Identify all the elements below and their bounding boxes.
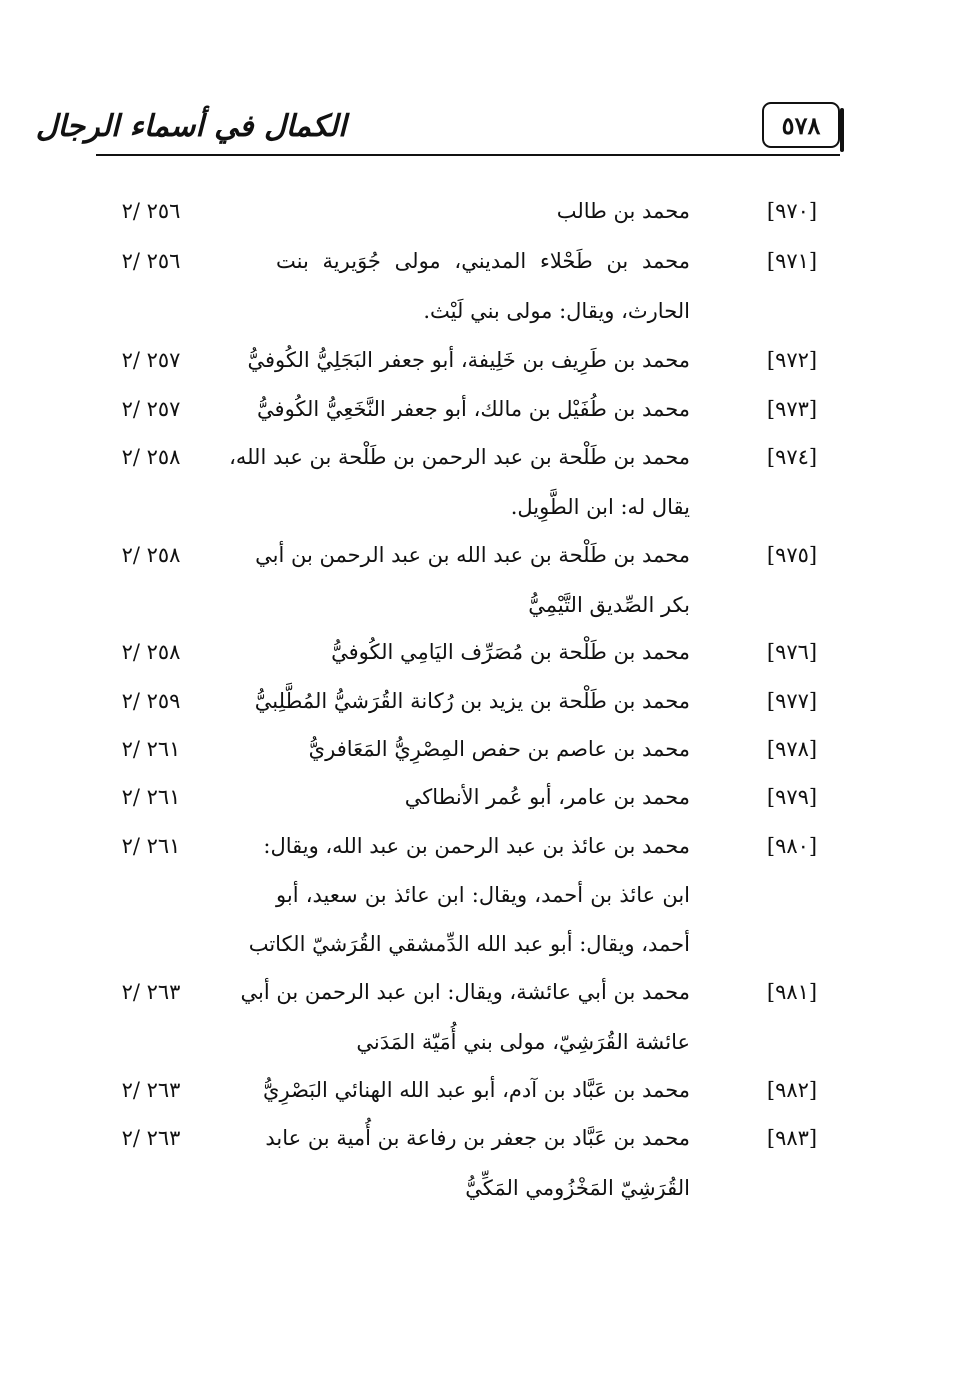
entry-text-line: محمد بن عاصم بن حفص المِصْرِيُّ المَعَافريُّ [308, 737, 690, 761]
entry-reference: ٢/ ٢٦١ [121, 737, 181, 761]
entry-text-line: محمد بن طالب [556, 199, 690, 223]
entry-text-line: محمد بن طُفَيْل بن مالك، أبو جعفر النَّخَعِيُّ الكُوفيُّ [257, 397, 690, 421]
entry-reference: ٢/ ٢٦١ [121, 834, 181, 858]
entry-reference: ٢/ ٢٥٧ [121, 397, 181, 421]
entry-number: [٩٧٧] [766, 689, 818, 713]
entry-text-line: بكر الصِّديق التَّيْمِيُّ [528, 593, 690, 617]
entry-text-line: محمد بن طَلْحة بن عبد الله بن عبد الرحمن بن أبي [255, 543, 690, 567]
entry-number: [٩٨٣] [766, 1126, 818, 1150]
entry-text-line: محمد بن عامر، أبو عُمر الأنطاكي [404, 785, 690, 809]
entry-reference: ٢/ ٢٦٣ [121, 980, 181, 1004]
entry-number: [٩٧٤] [766, 445, 818, 469]
entry-number: [٩٨٠] [766, 834, 818, 858]
entry-text-line: أحمد، ويقال: أبو عبد الله الدِّمشقي القُرَشيّ الكاتب [248, 932, 690, 956]
entry-reference: ٢/ ٢٥٨ [121, 543, 181, 567]
entry-reference: ٢/ ٢٦٣ [121, 1126, 181, 1150]
entry-reference: ٢/ ٢٥٨ [121, 640, 181, 664]
entry-text-line: محمد بن عائذ بن عبد الرحمن بن عبد الله، ويقال: [263, 834, 690, 858]
entry-number: [٩٧٢] [766, 348, 818, 372]
entry-text-line: الحارث، ويقال: مولى بني لَيْث. [423, 299, 690, 323]
page-number: ٥٧٨ [762, 102, 840, 148]
entry-number: [٩٧١] [766, 249, 818, 273]
entry-text-line: محمد بن عَبَّاد بن آدم، أبو عبد الله الهنائي البَصْرِيُّ [263, 1078, 690, 1102]
entry-reference: ٢/ ٢٥٦ [121, 199, 181, 223]
entry-number: [٩٧٨] [766, 737, 818, 761]
entry-text-line: محمد بن طَحْلاء المديني، مولى جُوَيرية بنت [276, 249, 690, 273]
header-rule [96, 154, 840, 156]
entry-text-line: محمد بن عَبَّاد بن جعفر بن رفاعة بن أُمية بن عابد [265, 1126, 690, 1150]
entry-number: [٩٧٣] [766, 397, 818, 421]
entry-reference: ٢/ ٢٥٨ [121, 445, 181, 469]
entry-number: [٩٧٥] [766, 543, 818, 567]
entry-reference: ٢/ ٢٥٩ [121, 689, 181, 713]
entry-reference: ٢/ ٢٦١ [121, 785, 181, 809]
entry-text-line: محمد بن طَرِيف بن خَلِيفة، أبو جعفر البَجَلِيُّ الكُوفيُّ [247, 348, 690, 372]
entry-number: [٩٧٩] [766, 785, 818, 809]
entry-reference: ٢/ ٢٦٣ [121, 1078, 181, 1102]
entry-text-line: محمد بن طَلْحة بن يزيد بن رُكانة القُرَشيُّ المُطَّلِبيُّ [254, 689, 690, 713]
entry-text-line: محمد بن طَلْحة بن مُصَرِّف اليَامِي الكُوفيُّ [331, 640, 690, 664]
entry-text-line: ابن عائذ بن أحمد، ويقال: ابن عائذ بن سعيد، أبو [276, 883, 690, 907]
entry-text-line: عائشة القُرَشِيّ، مولى بني أُمَيّة المَدَني [356, 1030, 690, 1054]
entry-text-line: القُرَشِيّ المَخْزُومي المَكِّيُّ [465, 1176, 690, 1200]
entry-number: [٩٧٦] [766, 640, 818, 664]
entry-number: [٩٨٢] [766, 1078, 818, 1102]
entry-number: [٩٨١] [766, 980, 818, 1004]
entry-text-line: محمد بن أبي عائشة، ويقال: ابن عبد الرحمن بن أبي [240, 980, 690, 1004]
page-header [35, 100, 840, 158]
book-title: الكمال في أسماء الرجال [35, 108, 347, 144]
entry-text-line: محمد بن طَلْحة بن عبد الرحمن بن طَلْحة بن عبد الله، [229, 445, 690, 469]
entry-text-line: يقال له: ابن الطَّوِيل. [510, 495, 690, 519]
entry-number: [٩٧٠] [766, 199, 818, 223]
entry-reference: ٢/ ٢٥٦ [121, 249, 181, 273]
entry-reference: ٢/ ٢٥٧ [121, 348, 181, 372]
